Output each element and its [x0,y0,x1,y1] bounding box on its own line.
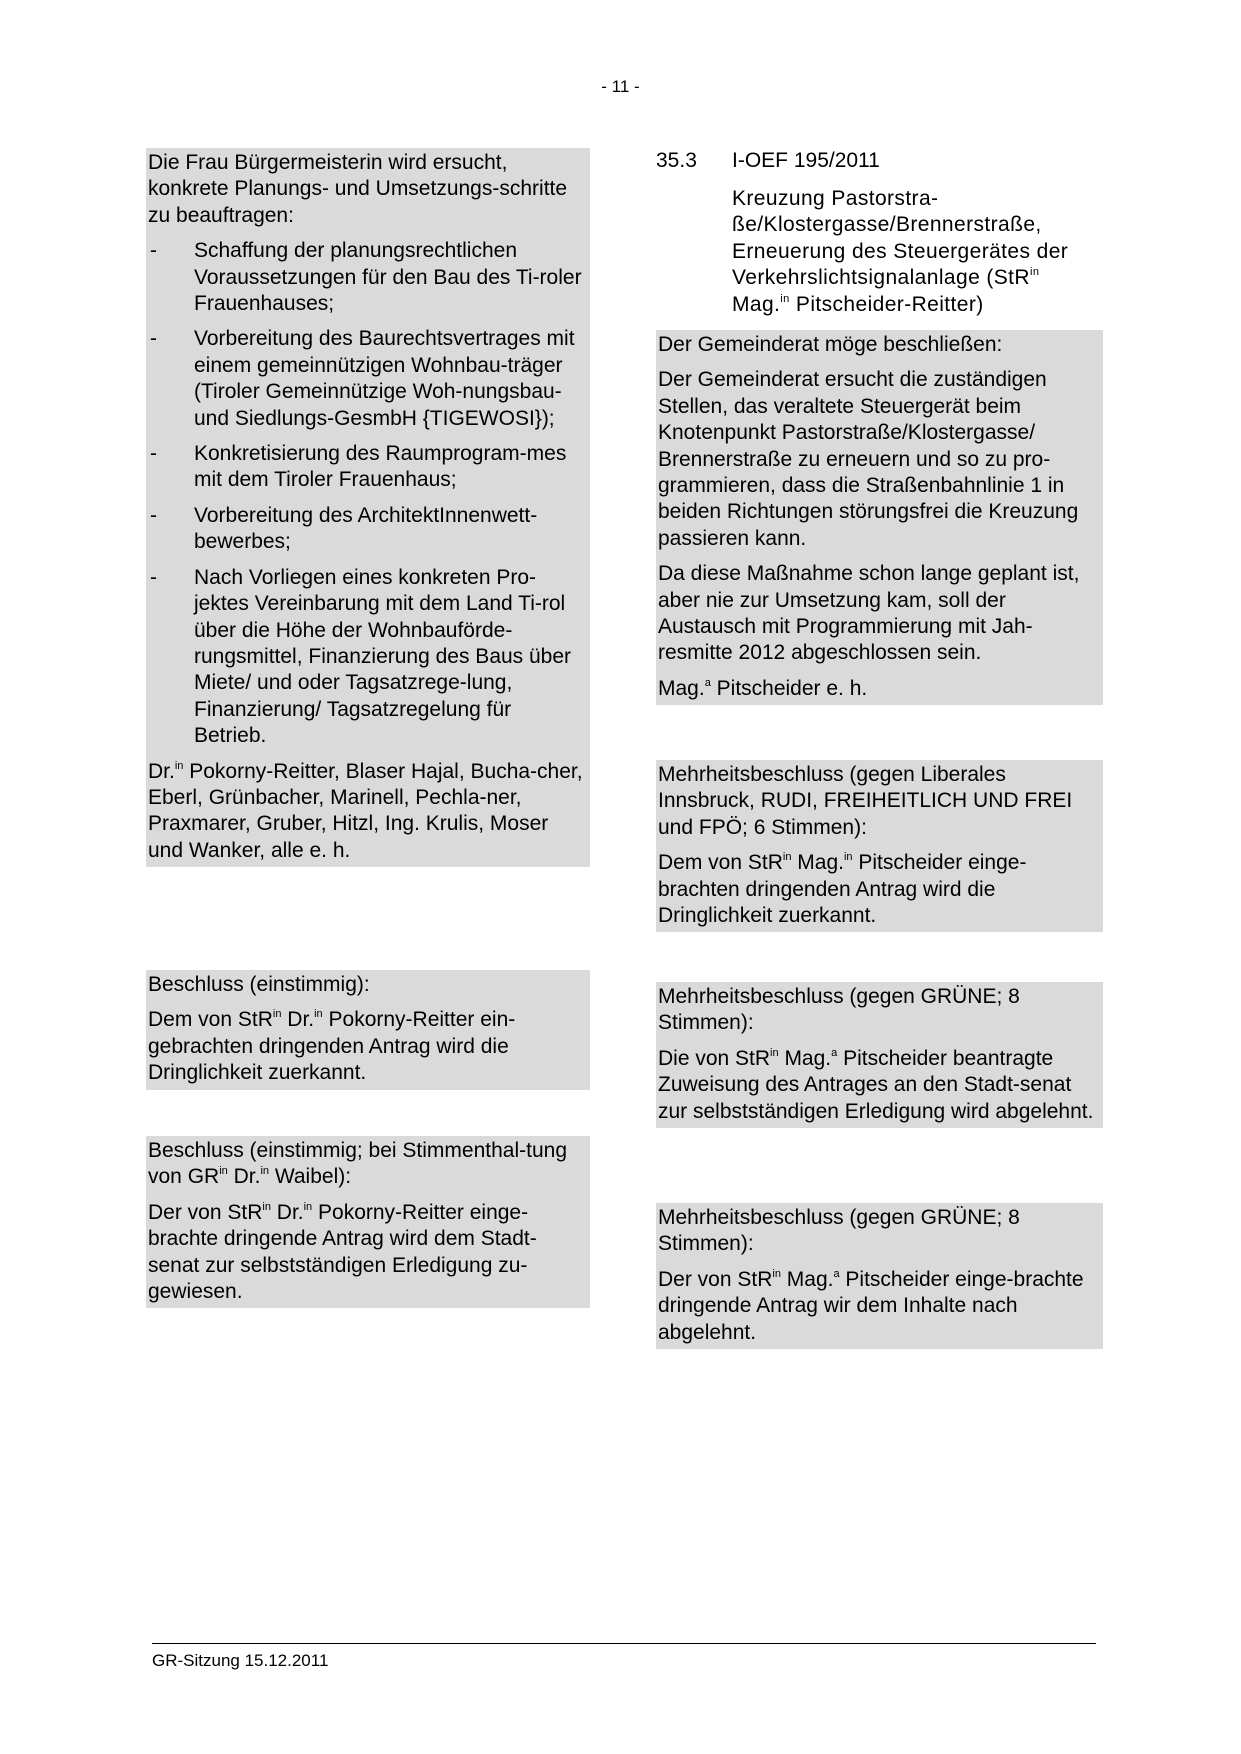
list-item: - Vorbereitung des ArchitektInnenwett-bewerbes; [150,503,538,554]
motion-paragraph: Da diese Maßnahme schon lange geplant ist, aber nie zur Umsetzung kam, soll der Austausch mit Programmierung mit Jah-resmitte 2012 abgeschlossen sein. [658,562,1080,665]
footer-text: GR-Sitzung 15.12.2011 [152,1651,329,1670]
motion-intro: Die Frau Bürgermeisterin wird ersucht, konkrete Planungs- und Umsetzungs-schritte zu beauftragen: [148,151,568,227]
agenda-item-code: I-OEF 195/2011 [732,149,880,172]
agenda-item-number: 35.3 [656,149,697,172]
list-item: - Schaffung der planungsrechtlichen Voraussetzungen für den Bau des Ti-roler Frauenhauses; [150,239,582,316]
resolution-text: Die von StR$^{in}$ Mag.$^a$ Pitscheider beantragte Zuweisung des Antrages an den Stadt-senat zur selbstständigen Erledigung wird abgelehnt. [658,1046,1094,1123]
measures-list [148,238,588,749]
resolution-text: Der von StR$^{in}$ Mag.$^a$ Pitscheider einge-brachte dringende Antrag wir dem Inhalte nach abgelehnt. [658,1267,1084,1344]
agenda-item-title: Kreuzung Pastorstra-ße/Klostergasse/Brennerstraße, Erneuerung des Steuergerätes der Verkehrslichtsignalanlage (StR$^{in}$ Mag.$^{in}$ Pitscheider-Reitter) [732,187,1069,316]
resolution-text: Dem von StR$^{in}$ Dr.$^{in}$ Pokorny-Reitter ein-gebrachten dringenden Antrag wird die Dringlichkeit zuerkannt. [148,1008,516,1085]
resolution-heading: Mehrheitsbeschluss (gegen GRÜNE; 8 Stimmen): [658,1206,1020,1256]
resolution-heading: Beschluss (einstimmig; bei Stimmenthal-tung von $GR^{in}$ Dr.$^{in}$ Waibel): [148,1139,567,1189]
motion-heading: Der Gemeinderat möge beschließen: [658,333,1003,356]
motion-paragraph: Der Gemeinderat ersucht die zuständigen Stellen, das veraltete Steuergerät beim Knotenpunkt Pastorstraße/Klostergasse/ Brennerstraße zu erneuern und so zu pro-grammieren, dass die Straßenbahnlinie 1 in beiden Richtungen störungsfrei die Kreuzung passieren kann. [658,368,1079,550]
resolution-text: Der von StR$^{in}$ Dr.$^{in}$ Pokorny-Reitter einge-brachte dringende Antrag wird dem Stadt-senat zur selbstständigen Erledigung zu-gewiesen. [148,1200,537,1304]
resolution-block-content [656,1203,1103,1349]
list-item: - Konkretisierung des Raumprogram-mes mit dem Tiroler Frauenhaus; [150,442,567,492]
page-number: - 11 - [601,77,640,96]
motion-text-block [656,330,1103,705]
footer-rule [152,1643,1096,1644]
resolution-heading: Beschluss (einstimmig): [148,973,370,996]
motion-text-block [146,148,590,867]
resolution-block-urgency [656,760,1103,932]
list-item: - Vorbereitung des Baurechtsvertrages mit einem gemeinnützigen Wohnbau-träger (Tiroler Gemeinnützige Woh-nungsbau- und Siedlungs-GesmbH {TIGEWOSI}); [150,327,575,430]
resolution-heading: Mehrheitsbeschluss (gegen GRÜNE; 8 Stimmen): [658,985,1020,1035]
resolution-block-urgency [146,970,590,1090]
resolution-heading: Mehrheitsbeschluss (gegen Liberales Innsbruck, RUDI, FREIHEITLICH UND FREI und FPÖ; 6 Stimmen): [658,763,1073,839]
resolution-block-referral [656,982,1103,1128]
resolution-block-referral [146,1136,590,1308]
signatories: Mag.$^a$ Pitscheider e. h. [658,676,868,700]
resolution-text: Dem von StR$^{in}$ Mag.$^{in}$ Pitscheider einge-brachten dringenden Antrag wird die Dringlichkeit zuerkannt. [658,851,1027,928]
signatories: Dr.$^{in}$ Pokorny-Reitter, Blaser Hajal, Bucha-cher, Eberl, Grünbacher, Marinell, Pechla-ner, Praxmarer, Gruber, Hitzl, Ing. Krulis, Moser und Wanker, alle e. h. [148,759,583,862]
list-item: - Nach Vorliegen eines konkreten Pro-jektes Vereinbarung mit dem Land Ti-rol über die Höhe der Wohnbauförde-rungsmittel, Finanzierung des Baus über Miete/ und oder Tagsatzrege-lung, Finanzierung/ Tagsatzregelung für Betrieb. [150,565,572,748]
